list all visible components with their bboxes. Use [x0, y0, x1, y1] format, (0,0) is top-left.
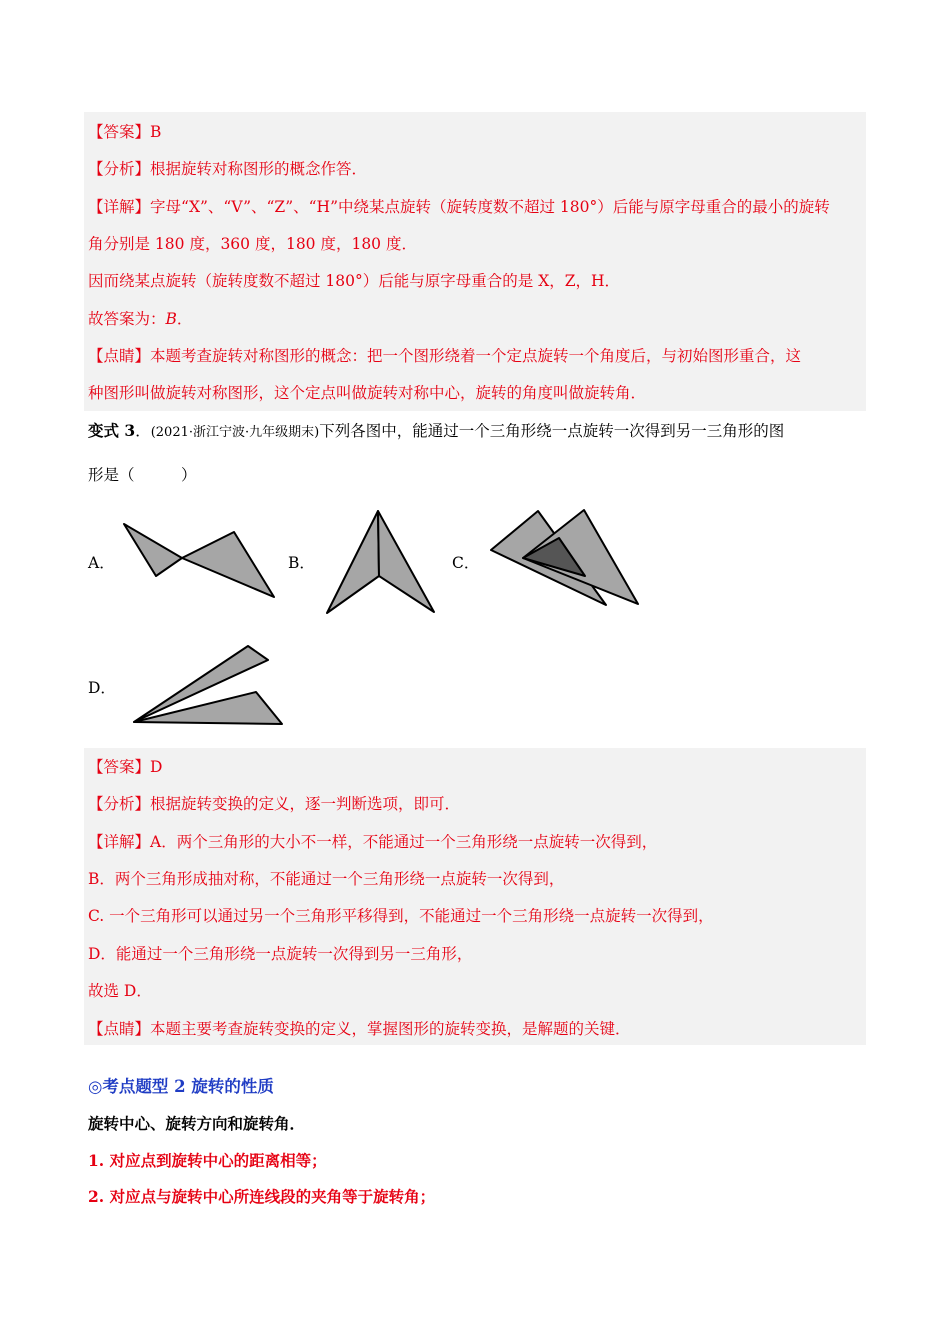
option-b-label: B． [288, 554, 315, 572]
option-d-label: D． [88, 679, 116, 697]
answer-tag: 【答案】 [88, 123, 151, 141]
option-b-triangle-1 [327, 511, 379, 613]
question-label: 变式 3 [88, 421, 136, 440]
detail-line-1a [88, 197, 830, 217]
comment-line-1b: 种图形叫做旋转对称图形，这个定点叫做旋转对称中心，旋转的角度叫做旋转角． [88, 384, 647, 402]
detail-line-2c: C. 一个三角形可以通过另一个三角形平移得到，不能通过一个三角形绕一点旋转一次得到， [88, 907, 714, 925]
analysis-text-2: 根据旋转变换的定义，逐一判断选项，即可． [150, 795, 461, 813]
comment-text-2: 本题主要考查旋转变换的定义，掌握图形的旋转变换，是解题的关键． [150, 1020, 631, 1038]
section-point-1: 1. 对应点到旋转中心的距离相等； [88, 1151, 327, 1170]
section-intro: 旋转中心、旋转方向和旋转角． [88, 1114, 306, 1133]
detail-tag-2: 【详解】 [88, 833, 151, 851]
detail-4-prefix: 故答案为： [88, 310, 166, 328]
analysis-line-1 [88, 159, 367, 179]
detail-line-1d [88, 309, 192, 329]
question-source: (2021·浙江宁波·九年级期末) [150, 425, 320, 440]
section-point-2: 2. 对应点与旋转中心所连线段的夹角等于旋转角； [88, 1187, 436, 1206]
detail-line-2a [88, 832, 657, 852]
detail-line-2e: 故选 D． [88, 982, 152, 1000]
solution-block-2 [84, 748, 866, 1045]
detail-tag: 【详解】 [88, 198, 151, 216]
option-a-figure [120, 520, 280, 610]
comment-line-1a [88, 346, 801, 366]
option-b-figure [324, 508, 439, 618]
detail-text-1: 字母“X”、“V”、“Z”、“H”中绕某点旋转（旋转度数不超过 180°）后能与原字母重合的最小的旋转 [150, 198, 830, 216]
solution-block-1 [84, 112, 866, 411]
option-c-label: C． [452, 554, 480, 572]
answer-line-1 [88, 122, 161, 142]
comment-tag-2: 【点睛】 [88, 1020, 151, 1038]
answer-line-2 [88, 757, 162, 777]
analysis-tag: 【分析】 [88, 160, 151, 178]
comment-tag: 【点睛】 [88, 347, 151, 365]
analysis-tag-2: 【分析】 [88, 795, 151, 813]
option-d-figure [128, 642, 288, 732]
detail-line-2d: D．能通过一个三角形绕一点旋转一次得到另一三角形， [88, 945, 473, 963]
detail-4-suffix: ． [176, 310, 193, 328]
option-c-figure [488, 508, 643, 608]
detail-text-2a: A．两个三角形的大小不一样，不能通过一个三角形绕一点旋转一次得到， [150, 833, 658, 851]
detail-4-value: B [165, 310, 177, 328]
analysis-line-2 [88, 794, 460, 814]
answer-tag-2: 【答案】 [88, 758, 151, 776]
section-heading: ◎考点题型 2 旋转的性质 [88, 1077, 274, 1096]
option-a-triangle-1 [124, 524, 182, 576]
answer-value-2: D [150, 758, 163, 776]
question-stem-text: 下列各图中，能通过一个三角形绕一点旋转一次得到另一三角形的图 [319, 422, 785, 440]
question-label-dot: ． [135, 422, 151, 440]
detail-line-1c: 因而绕某点旋转（旋转度数不超过 180°）后能与原字母重合的是 X，Z，H． [88, 272, 621, 290]
detail-line-1b: 角分别是 180 度，360 度，180 度，180 度． [88, 235, 417, 253]
comment-line-2 [88, 1019, 631, 1039]
question-stem-2: 形是（ ） [88, 466, 197, 484]
answer-value: B [150, 123, 162, 141]
option-a-label: A． [88, 554, 115, 572]
comment-text-1: 本题考查旋转对称图形的概念：把一个图形绕着一个定点旋转一个角度后，与初始图形重合，这 [150, 347, 802, 365]
option-a-triangle-2 [182, 532, 274, 597]
option-b-triangle-2 [378, 511, 434, 612]
analysis-text: 根据旋转对称图形的概念作答． [150, 160, 368, 178]
detail-line-2b: B．两个三角形成抽对称，不能通过一个三角形绕一点旋转一次得到， [88, 870, 565, 888]
question-stem-1 [88, 421, 784, 443]
